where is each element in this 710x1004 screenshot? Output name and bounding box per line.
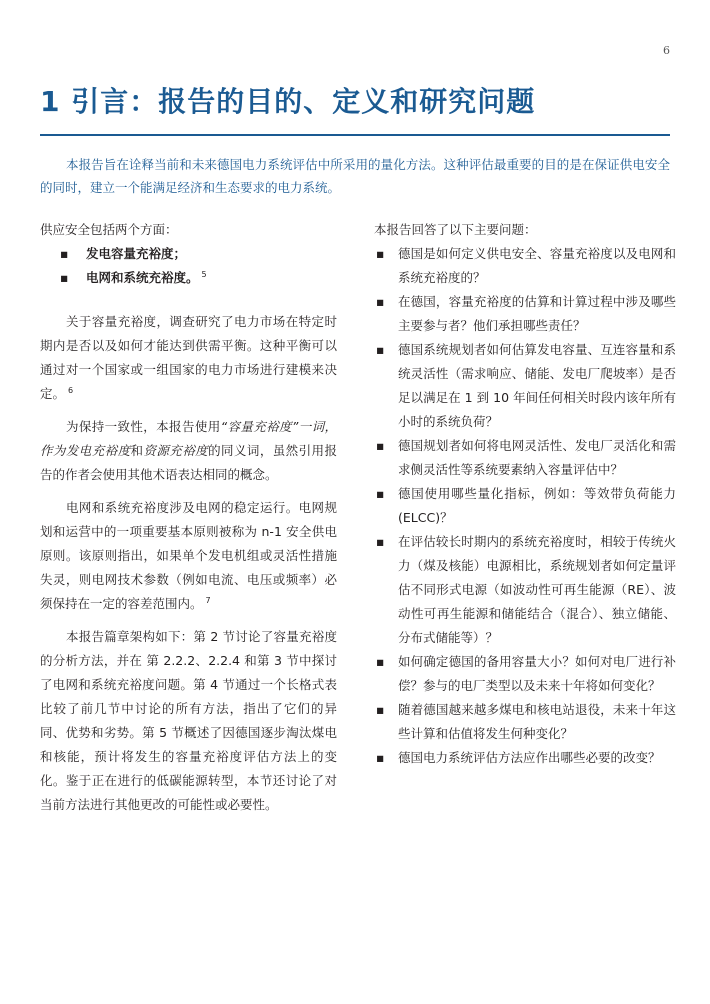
question-text: 德国使用哪些量化指标，例如：等效带负荷能力(ELCC)？ [398, 486, 676, 525]
paragraph-text: 为保持一致性，本报告使用 [66, 419, 221, 434]
paragraph [40, 415, 337, 487]
bullet-icon: ▪ [376, 246, 385, 261]
bullet-icon: ▪ [376, 486, 385, 501]
question-text: 在评估较长时期内的系统充裕度时，相较于传统火力（煤及核能）电源相比，系统规划者如何定量评估不同形式电源（如波动性可再生能源（RE）、波动性可再生能源和储能结合（混合）、独立储能、分布式储能等）？ [398, 534, 676, 645]
footnote-ref[interactable]: 5 [201, 269, 207, 279]
footnote-ref[interactable]: 7 [205, 595, 211, 605]
questions-lead: 本报告回答了以下主要问题： [374, 222, 537, 237]
list-item [374, 242, 676, 290]
right-column [374, 218, 676, 770]
bullet-icon: ▪ [376, 534, 385, 549]
bullet-icon: ▪ [60, 270, 69, 285]
list-item [374, 434, 676, 482]
paragraph: 本报告篇章架构如下：第 2 节讨论了容量充裕度的分析方法，并在 第 2.2.2、2.2.4 和第 3 节中探讨了电网和系统充裕度问题。第 4 节通过一个长格式表比较了前几节中讨论的所有方法，指出了它们的异同、优势和劣势。第 5 节概述了因德国逐步淘汰煤电和核能，预计将发生的容量充裕度评估方法上的变化。鉴于正在进行的低碳能源转型，本节还讨论了对当前方法进行其他更改的可能性或必要性。 [40, 629, 337, 812]
list-item [40, 266, 337, 290]
bullet-icon: ▪ [376, 294, 385, 309]
list-item [374, 698, 676, 746]
bullet-icon: ▪ [376, 750, 385, 765]
paragraph-text: 的同义词，虽然引用报告的作者会使用其他术语表达相同的概念。 [40, 443, 337, 482]
bullet-icon: ▪ [376, 702, 385, 717]
list-item [374, 338, 676, 434]
page-title: 1 引言：报告的目的、定义和研究问题 [40, 85, 536, 118]
list-item [40, 242, 337, 266]
paragraph [40, 310, 337, 406]
question-text: 德国电力系统评估方法应作出哪些必要的改变？ [398, 750, 661, 765]
left-column [40, 218, 337, 817]
list-item [374, 746, 676, 770]
page-number: 6 [663, 44, 670, 57]
question-text: 德国系统规划者如何估算发电容量、互连容量和系统灵活性（需求响应、储能、发电厂爬坡率）是否足以满足在 1 到 10 年间任何相关时段内该年所有小时的系统负荷？ [398, 342, 676, 429]
question-text: 在德国，容量充裕度的估算和计算过程中涉及哪些主要参与者？他们承担哪些责任？ [398, 294, 676, 333]
question-text: 如何确定德国的备用容量大小？如何对电厂进行补偿？参与的电厂类型以及未来十年将如何变化？ [398, 654, 676, 693]
paragraph [40, 496, 337, 616]
title-divider [40, 134, 670, 136]
aspects-lead: 供应安全包括两个方面： [40, 222, 178, 237]
paragraph-text: 关于容量充裕度，调查研究了电力市场在特定时期内是否以及如何才能达到供需平衡。这种平衡可以通过对一个国家或一组国家的电力市场进行建模来决定。 [40, 314, 337, 401]
aspects-list [40, 242, 337, 290]
list-item [374, 530, 676, 650]
questions-list [374, 242, 676, 770]
intro-paragraph: 本报告旨在诠释当前和未来德国电力系统评估中所采用的量化方法。这种评估最重要的目的是在保证供电安全的同时，建立一个能满足经济和生态要求的电力系统。 [40, 157, 670, 195]
term-capacity-adequacy: “容量充裕度”一词，作为发电充裕度 [40, 419, 337, 458]
paragraph-text: 和 [130, 443, 144, 458]
question-text: 德国是如何定义供电安全、容量充裕度以及电网和系统充裕度的？ [398, 246, 676, 285]
footnote-ref[interactable]: 6 [68, 385, 74, 395]
aspect-text: 电网和系统充裕度。 [86, 270, 199, 285]
paragraph-text: 电网和系统充裕度涉及电网的稳定运行。电网规划和运营中的一项重要基本原则被称为 n-1 安全供电原则。该原则指出，如果单个发电机组或灵活性措施失灵，则电网技术参数（例如电流、电压或频率）必须保持在一定的容差范围内。 [40, 500, 337, 611]
bullet-icon: ▪ [376, 342, 385, 357]
list-item [374, 482, 676, 530]
bullet-icon: ▪ [376, 654, 385, 669]
list-item [374, 290, 676, 338]
aspect-text: 发电容量充裕度； [86, 246, 187, 261]
question-text: 德国规划者如何将电网灵活性、发电厂灵活化和需求侧灵活性等系统要素纳入容量评估中？ [398, 438, 676, 477]
bullet-icon: ▪ [60, 246, 69, 261]
list-item [374, 650, 676, 698]
question-text: 随着德国越来越多煤电和核电站退役，未来十年这些计算和估值将发生何种变化？ [398, 702, 676, 741]
bullet-icon: ▪ [376, 438, 385, 453]
term-resource-adequacy: 资源充裕度 [143, 443, 209, 458]
